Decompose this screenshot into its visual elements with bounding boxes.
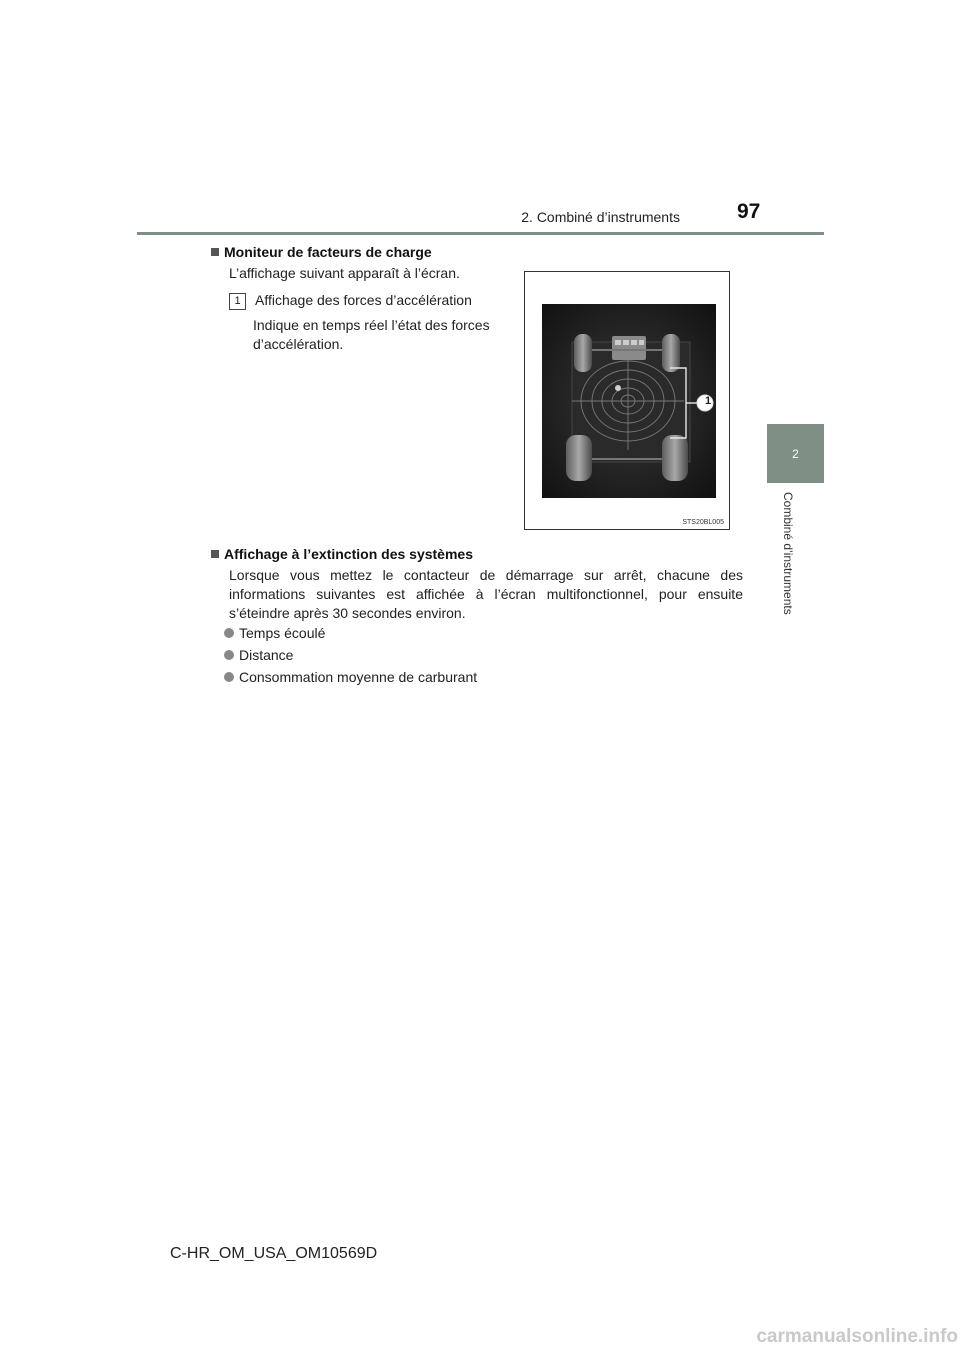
header-divider: [137, 232, 824, 235]
figure-callout-number: 1: [704, 395, 712, 407]
bullet-dot-icon: [224, 672, 234, 682]
section-heading-system-off: [211, 546, 473, 562]
section-body: Lorsque vous mettez le contacteur de démarrage sur arrêt, chacune des informations suivantes est affichée à l’écran multifonctionnel, pour ensuite s’éteindre après 30 secondes environ.: [229, 567, 743, 621]
list-item: [224, 647, 293, 663]
running-header: 2. Combiné d’instruments: [521, 209, 680, 225]
callout-title: Affichage des forces d’accélération: [255, 292, 472, 308]
square-bullet-icon: [211, 550, 219, 558]
list-item-text: Distance: [239, 647, 294, 663]
section-intro: L’affichage suivant apparaît à l’écran.: [229, 265, 460, 281]
list-item: [224, 625, 325, 641]
callout-description: Indique en temps réel l’état des forces d’accélération.: [253, 317, 490, 352]
chapter-tab-number: 2: [792, 446, 799, 461]
callout-number-box: 1: [229, 293, 246, 310]
list-item-text: Consommation moyenne de carburant: [239, 669, 478, 685]
square-bullet-icon: [211, 248, 219, 256]
figure-code: STS20BL005: [682, 519, 724, 526]
section-heading-load-monitor: [211, 244, 432, 260]
list-item: [224, 669, 477, 685]
list-item-text: Temps écoulé: [239, 625, 326, 641]
chapter-tab: [767, 424, 824, 483]
section-heading-text: Moniteur de facteurs de charge: [224, 244, 432, 260]
chapter-tab-label: Combiné d’instruments: [781, 492, 795, 615]
figure-frame: [524, 271, 730, 530]
document-code: C-HR_OM_USA_OM10569D: [170, 1245, 378, 1262]
bullet-dot-icon: [224, 628, 234, 638]
callout-item: [229, 291, 519, 310]
page-number: 97: [737, 200, 761, 223]
section-heading-text: Affichage à l’extinction des systèmes: [224, 546, 473, 562]
bullet-dot-icon: [224, 650, 234, 660]
g-force-display-illustration: [542, 304, 716, 498]
watermark: carmanualsonline.info: [756, 1326, 958, 1347]
